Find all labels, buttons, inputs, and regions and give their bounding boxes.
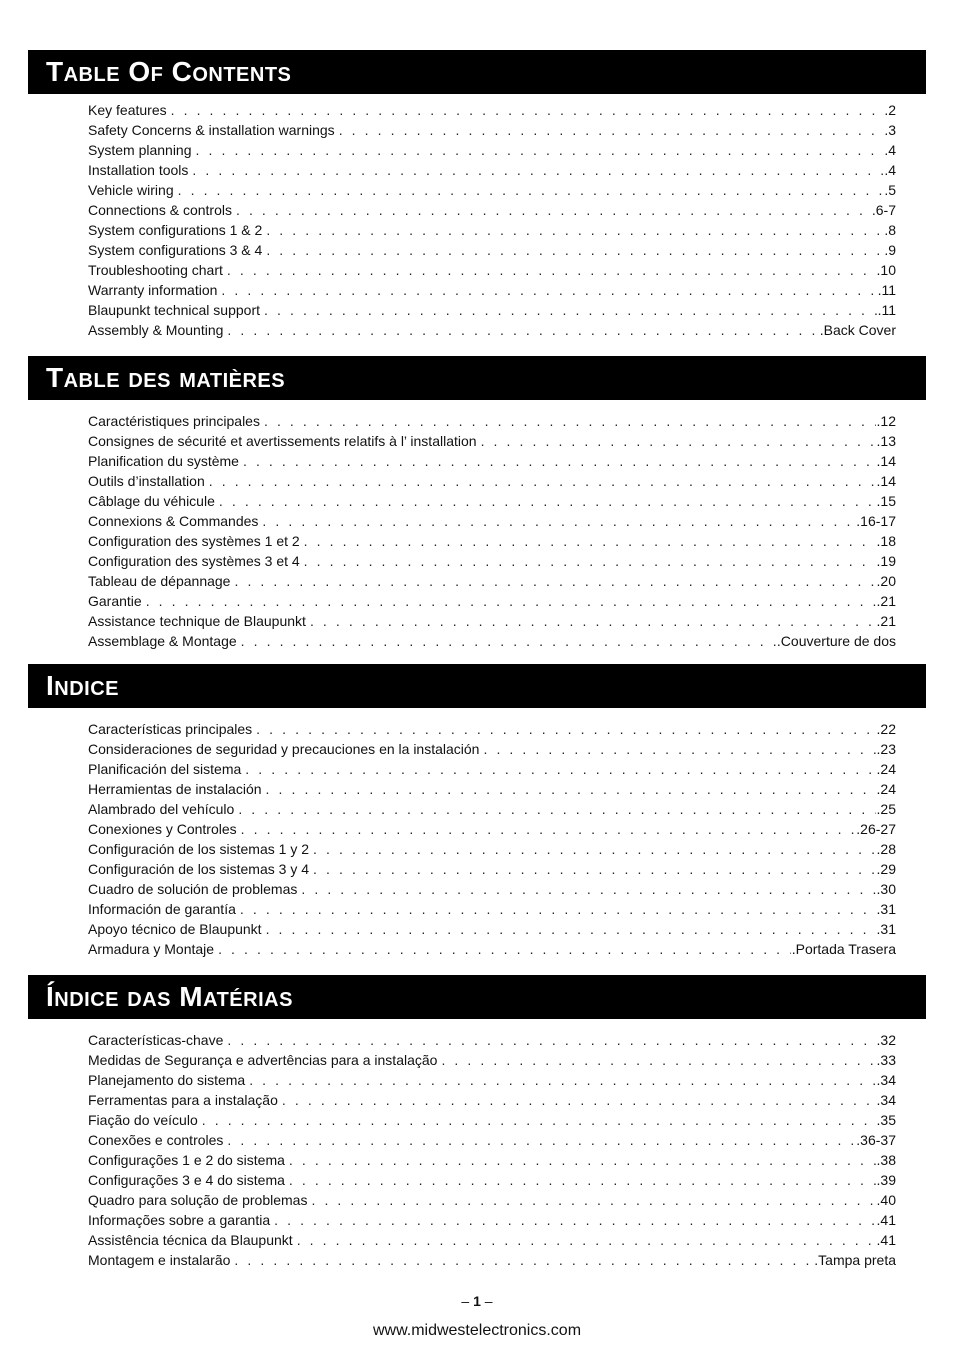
toc-entry-page: .Back Cover (819, 322, 896, 338)
toc-entry[interactable] (88, 471, 896, 491)
toc-entry[interactable] (88, 431, 896, 451)
toc-entry-label: Quadro para solução de problemas (88, 1192, 308, 1208)
dot-leader (221, 280, 876, 300)
toc-list-english (88, 100, 896, 340)
toc-entry-page: .18 (876, 533, 896, 549)
toc-entry-page: .30 (876, 881, 896, 897)
toc-entry-label: Configuration des systèmes 1 et 2 (88, 533, 300, 549)
dot-leader (313, 859, 876, 879)
toc-entry-page: .2 (884, 102, 896, 118)
dot-leader (297, 1230, 876, 1250)
toc-entry-label: Key features (88, 102, 167, 118)
toc-entry-label: Planejamento do sistema (88, 1072, 246, 1088)
page-number-prefix: – (461, 1293, 474, 1309)
toc-entry-page: .5 (884, 182, 896, 198)
dot-leader (245, 759, 875, 779)
toc-list-spanish (88, 719, 896, 959)
dot-leader (264, 411, 876, 431)
toc-entry-page: .40 (876, 1192, 896, 1208)
dot-leader (483, 739, 875, 759)
toc-entry[interactable] (88, 939, 896, 959)
toc-entry-label: Consignes de sécurité et avertissements relatifs à l’ installation (88, 433, 477, 449)
toc-entry[interactable] (88, 220, 896, 240)
toc-entry-page: .35 (876, 1112, 896, 1128)
dot-leader (227, 1030, 875, 1050)
toc-entry[interactable] (88, 260, 896, 280)
toc-entry-page: .11 (877, 282, 896, 298)
toc-entry[interactable] (88, 899, 896, 919)
toc-entry-page: .28 (876, 841, 896, 857)
toc-entry-page: .3 (884, 122, 896, 138)
dot-leader (236, 200, 871, 220)
toc-entry-label: Conexiones y Controles (88, 821, 237, 837)
toc-entry-label: Planificación del sistema (88, 761, 242, 777)
toc-entry-page: .24 (876, 781, 896, 797)
toc-entry-page: .23 (876, 741, 896, 757)
toc-entry[interactable] (88, 531, 896, 551)
toc-entry-label: Assistance technique de Blaupunkt (88, 613, 306, 629)
toc-entry-page: .19 (876, 553, 896, 569)
website-url[interactable]: www.midwestelectronics.com (372, 1322, 582, 1339)
toc-entry[interactable] (88, 1090, 896, 1110)
toc-entry-page: .29 (876, 861, 896, 877)
toc-entry[interactable] (88, 1150, 896, 1170)
toc-entry[interactable] (88, 859, 896, 879)
toc-entry-page: .13 (876, 433, 896, 449)
toc-entry[interactable] (88, 411, 896, 431)
dot-leader (266, 240, 883, 260)
toc-entry[interactable] (88, 879, 896, 899)
toc-entry-page: .21 (876, 613, 896, 629)
dot-leader (241, 631, 776, 651)
page-number-suffix: – (480, 1293, 493, 1309)
section-heading-table-of-contents: Table Of Contents (28, 50, 926, 94)
dot-leader (146, 591, 876, 611)
dot-leader (240, 899, 876, 919)
toc-entry[interactable] (88, 100, 896, 120)
toc-entry-label: Assembly & Mounting (88, 322, 224, 338)
dot-leader (218, 939, 791, 959)
toc-entry-label: System configurations 1 & 2 (88, 222, 263, 238)
toc-entry-label: Alambrado del vehículo (88, 801, 235, 817)
dot-leader (304, 551, 876, 571)
dot-leader (264, 300, 877, 320)
toc-entry-label: Apoyo técnico de Blaupunkt (88, 921, 262, 937)
toc-entry-label: Assistência técnica da Blaupunkt (88, 1232, 293, 1248)
toc-entry-page: .Portada Trasera (791, 941, 896, 957)
toc-entry-label: Medidas de Segurança e advertências para a instalação (88, 1052, 438, 1068)
section-heading-indice-das-materias: Índice das Matérias (28, 975, 926, 1019)
toc-entry-page: .9 (884, 242, 896, 258)
toc-entry-page: .22 (876, 721, 896, 737)
toc-entry-label: Configurações 3 e 4 do sistema (88, 1172, 285, 1188)
dot-leader (339, 120, 884, 140)
dot-leader (266, 919, 876, 939)
toc-entry-page: .34 (876, 1092, 896, 1108)
toc-entry-label: Configuración de los sistemas 3 y 4 (88, 861, 309, 877)
dot-leader (196, 140, 884, 160)
toc-entry-page: .41 (876, 1212, 896, 1228)
dot-leader (227, 1130, 855, 1150)
dot-leader (209, 471, 876, 491)
toc-entry-page: .11 (877, 302, 896, 318)
toc-entry-page: .25 (876, 801, 896, 817)
toc-entry-label: Outils d’installation (88, 473, 205, 489)
toc-entry[interactable] (88, 1210, 896, 1230)
toc-entry[interactable] (88, 571, 896, 591)
toc-entry[interactable] (88, 591, 896, 611)
dot-leader (227, 260, 876, 280)
dot-leader (202, 1110, 876, 1130)
toc-entry[interactable] (88, 300, 896, 320)
toc-entry-label: Installation tools (88, 162, 189, 178)
toc-entry[interactable] (88, 491, 896, 511)
toc-entry[interactable] (88, 611, 896, 631)
toc-entry[interactable] (88, 631, 896, 651)
dot-leader (262, 511, 855, 531)
toc-entry-page: .36-37 (856, 1132, 896, 1148)
section-heading-table-des-matieres: Table des matières (28, 356, 926, 400)
toc-entry[interactable] (88, 1050, 896, 1070)
toc-entry-label: Características-chave (88, 1032, 224, 1048)
toc-entry-label: Tableau de dépannage (88, 573, 231, 589)
toc-entry[interactable] (88, 160, 896, 180)
toc-entry-label: Warranty information (88, 282, 218, 298)
toc-entry-label: Caractéristiques principales (88, 413, 260, 429)
toc-entry-label: Montagem e instalarão (88, 1252, 231, 1268)
toc-entry-label: Consideraciones de seguridad y precauciones en la instalación (88, 741, 480, 757)
toc-entry[interactable] (88, 1030, 896, 1050)
toc-entry-label: Assemblage & Montage (88, 633, 237, 649)
dot-leader (192, 160, 883, 180)
toc-entry-page: .38 (876, 1152, 896, 1168)
toc-entry-page: .20 (876, 573, 896, 589)
toc-entry[interactable] (88, 1130, 896, 1150)
toc-entry-page: .33 (876, 1052, 896, 1068)
toc-entry[interactable] (88, 1230, 896, 1250)
toc-entry-page: .Couverture de dos (776, 633, 896, 649)
toc-entry-label: Conexões e controles (88, 1132, 224, 1148)
dot-leader (282, 1090, 876, 1110)
toc-entry-page: .31 (876, 921, 896, 937)
toc-entry-label: Planification du système (88, 453, 239, 469)
toc-entry-label: System planning (88, 142, 192, 158)
dot-leader (274, 1210, 875, 1230)
page-number (0, 1293, 954, 1309)
toc-entry-label: System configurations 3 & 4 (88, 242, 263, 258)
toc-entry[interactable] (88, 200, 896, 220)
toc-entry-page: .26-27 (856, 821, 896, 837)
toc-entry-page: .4 (884, 142, 896, 158)
dot-leader (441, 1050, 875, 1070)
toc-entry-page: .10 (876, 262, 896, 278)
page-number-value: 1 (473, 1293, 481, 1309)
toc-entry[interactable] (88, 320, 896, 340)
toc-entry-label: Configuration des systèmes 3 et 4 (88, 553, 300, 569)
toc-entry-label: Connections & controls (88, 202, 232, 218)
dot-leader (301, 879, 875, 899)
toc-entry-label: Configurações 1 e 2 do sistema (88, 1152, 285, 1168)
dot-leader (313, 839, 876, 859)
toc-entry-label: Blaupunkt technical support (88, 302, 260, 318)
toc-entry-label: Garantie (88, 593, 142, 609)
toc-entry-page: .14 (876, 453, 896, 469)
dot-leader (289, 1170, 876, 1190)
toc-entry-label: Ferramentas para a instalação (88, 1092, 278, 1108)
dot-leader (266, 220, 883, 240)
toc-entry[interactable] (88, 739, 896, 759)
dot-leader (171, 100, 884, 120)
toc-entry-page: .14 (876, 473, 896, 489)
dot-leader (178, 180, 884, 200)
toc-entry-page: .32 (876, 1032, 896, 1048)
toc-entry-page: .12 (876, 413, 896, 429)
toc-entry[interactable] (88, 551, 896, 571)
toc-entry-label: Câblage du véhicule (88, 493, 215, 509)
toc-entry[interactable] (88, 280, 896, 300)
toc-entry-label: Connexions & Commandes (88, 513, 259, 529)
toc-entry[interactable] (88, 1190, 896, 1210)
dot-leader (311, 1190, 875, 1210)
dot-leader (310, 611, 876, 631)
toc-entry-page: .39 (876, 1172, 896, 1188)
toc-entry-page: .16-17 (856, 513, 896, 529)
toc-entry[interactable] (88, 1070, 896, 1090)
toc-entry[interactable] (88, 759, 896, 779)
toc-entry-page: .15 (876, 493, 896, 509)
toc-entry-page: .24 (876, 761, 896, 777)
dot-leader (481, 431, 876, 451)
dot-leader (266, 779, 876, 799)
toc-entry[interactable] (88, 719, 896, 739)
toc-entry-page: .8 (884, 222, 896, 238)
dot-leader (249, 1070, 875, 1090)
section-heading-indice: Indice (28, 664, 926, 708)
toc-entry-page: .4 (884, 162, 896, 178)
toc-entry-page: .31 (876, 901, 896, 917)
toc-entry[interactable] (88, 1170, 896, 1190)
toc-entry-page: .Tampa preta (814, 1252, 896, 1268)
toc-entry-page: .34 (876, 1072, 896, 1088)
dot-leader (304, 531, 876, 551)
toc-list-french (88, 411, 896, 651)
toc-entry[interactable] (88, 1250, 896, 1270)
toc-entry[interactable] (88, 180, 896, 200)
toc-entry[interactable] (88, 511, 896, 531)
toc-entry-label: Configuración de los sistemas 1 y 2 (88, 841, 309, 857)
toc-entry[interactable] (88, 451, 896, 471)
dot-leader (234, 571, 875, 591)
toc-entry-label: Safety Concerns & installation warnings (88, 122, 335, 138)
toc-entry[interactable] (88, 779, 896, 799)
dot-leader (227, 320, 818, 340)
dot-leader (289, 1150, 876, 1170)
toc-entry-page: .6-7 (871, 202, 896, 218)
toc-entry[interactable] (88, 140, 896, 160)
toc-entry[interactable] (88, 1110, 896, 1130)
toc-entry[interactable] (88, 819, 896, 839)
toc-entry-label: Cuadro de solución de problemas (88, 881, 298, 897)
toc-entry-label: Vehicle wiring (88, 182, 174, 198)
toc-entry-label: Características principales (88, 721, 253, 737)
dot-leader (234, 1250, 813, 1270)
toc-entry[interactable] (88, 120, 896, 140)
toc-entry-label: Información de garantía (88, 901, 236, 917)
toc-entry-label: Herramientas de instalación (88, 781, 262, 797)
dot-leader (243, 451, 876, 471)
dot-leader (219, 491, 876, 511)
toc-entry-label: Fiação do veículo (88, 1112, 198, 1128)
toc-entry-label: Troubleshooting chart (88, 262, 223, 278)
dot-leader (256, 719, 875, 739)
toc-entry-page: .41 (876, 1232, 896, 1248)
toc-entry[interactable] (88, 240, 896, 260)
toc-list-portuguese (88, 1030, 896, 1270)
toc-entry-page: .21 (876, 593, 896, 609)
toc-entry-label: Armadura y Montaje (88, 941, 215, 957)
toc-entry[interactable] (88, 919, 896, 939)
toc-entry-label: Informações sobre a garantia (88, 1212, 271, 1228)
toc-entry[interactable] (88, 839, 896, 859)
dot-leader (241, 819, 856, 839)
toc-entry[interactable] (88, 799, 896, 819)
dot-leader (238, 799, 875, 819)
